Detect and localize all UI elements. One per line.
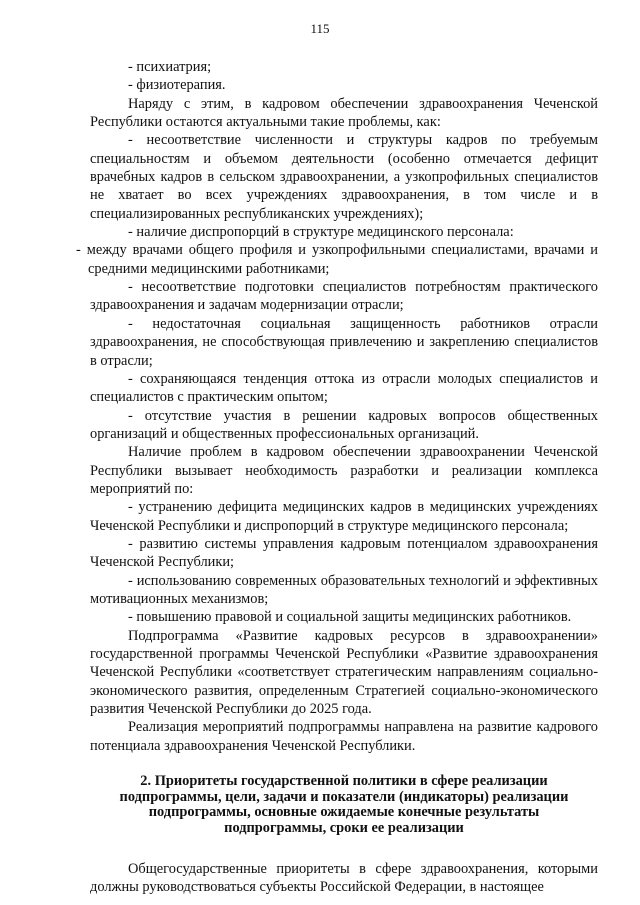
paragraph-list-item: - между врачами общего профиля и узкопрофильными специалистами, врачами и средними медицинскими работниками; <box>76 242 598 277</box>
paragraph-list-item: - наличие диспропорций в структуре медицинского персонала: <box>128 224 514 241</box>
paragraph-list-item: - сохраняющаяся тенденция оттока из отрасли молодых специалистов и специалистов с практическим опытом; <box>90 370 598 406</box>
paragraph: Общегосударственные приоритеты в сфере здравоохранения, которыми должны руководствоваться субъекты Российской Федерации, в настоящее <box>90 861 598 896</box>
paragraph: Наличие проблем в кадровом обеспечении здравоохранении Чеченской Республики вызывает необходимость разработки и реализации комплекса мероприятий по: <box>90 444 598 497</box>
paragraph-list-item: - несоответствие подготовки специалистов потребностям практического здравоохранения и задачам модернизации отрасли; <box>90 279 598 314</box>
page-number: 115 <box>310 21 330 36</box>
paragraph-list-item: - психиатрия; <box>128 59 212 75</box>
section-heading: 2. Приоритеты государственной политики в сфере реализации подпрограммы, цели, задачи и показатели (индикаторы) реализации подпрограммы, основные ожидаемые конечные результаты подпрограммы, сроки ее реализации <box>119 773 569 836</box>
paragraph: Наряду с этим, в кадровом обеспечении здравоохранения Чеченской Республики остаются актуальными такие проблемы, как: <box>90 95 598 131</box>
paragraph-list-item: - повышению правовой и социальной защиты медицинских работников. <box>128 609 572 626</box>
paragraph-list-item: - отсутствие участия в решении кадровых вопросов общественных организаций и общественных профессиональных организаций. <box>90 407 598 442</box>
paragraph-list-item: - устранению дефицита медицинских кадров в медицинских учреждениях Чеченской Республики и диспропорций в структуре медицинского персонала; <box>90 499 598 534</box>
paragraph-list-item: - недостаточная социальная защищенность работников отрасли здравоохранения, не способствующая привлечению и закреплению специалистов в отрасли; <box>90 315 598 369</box>
paragraph-list-item: - физиотерапия. <box>128 77 226 94</box>
paragraph-list-item: - несоответствие численности и структуры кадров по требуемым специальностям и объемом деятельности (особенно отмечается дефицит врачебных кадров в сельском здравоохранении, а узкопрофильных специалистов не хватает во всех учреждениях здравоохранения, в том числе и в специализированных республиканских учреждениях); <box>90 132 598 222</box>
paragraph: Подпрограмма «Развитие кадровых ресурсов в здравоохранении» государственной программы Чеченской Республики «Развитие здравоохранения Чеченской Республики «соответствует стратегическим направлениям социально-экономического развития, определенным Стратегией социально-экономического развития Чеченской Республики до 2025 года. <box>90 627 598 718</box>
paragraph-list-item: - использованию современных образовательных технологий и эффективных мотивационных механизмов; <box>90 572 598 607</box>
document-body <box>76 58 598 897</box>
paragraph: Реализация мероприятий подпрограммы направлена на развитие кадрового потенциала здравоохранения Чеченской Республики. <box>90 719 598 754</box>
paragraph-list-item: - развитию системы управления кадровым потенциалом здравоохранения Чеченской Республики; <box>90 535 598 571</box>
